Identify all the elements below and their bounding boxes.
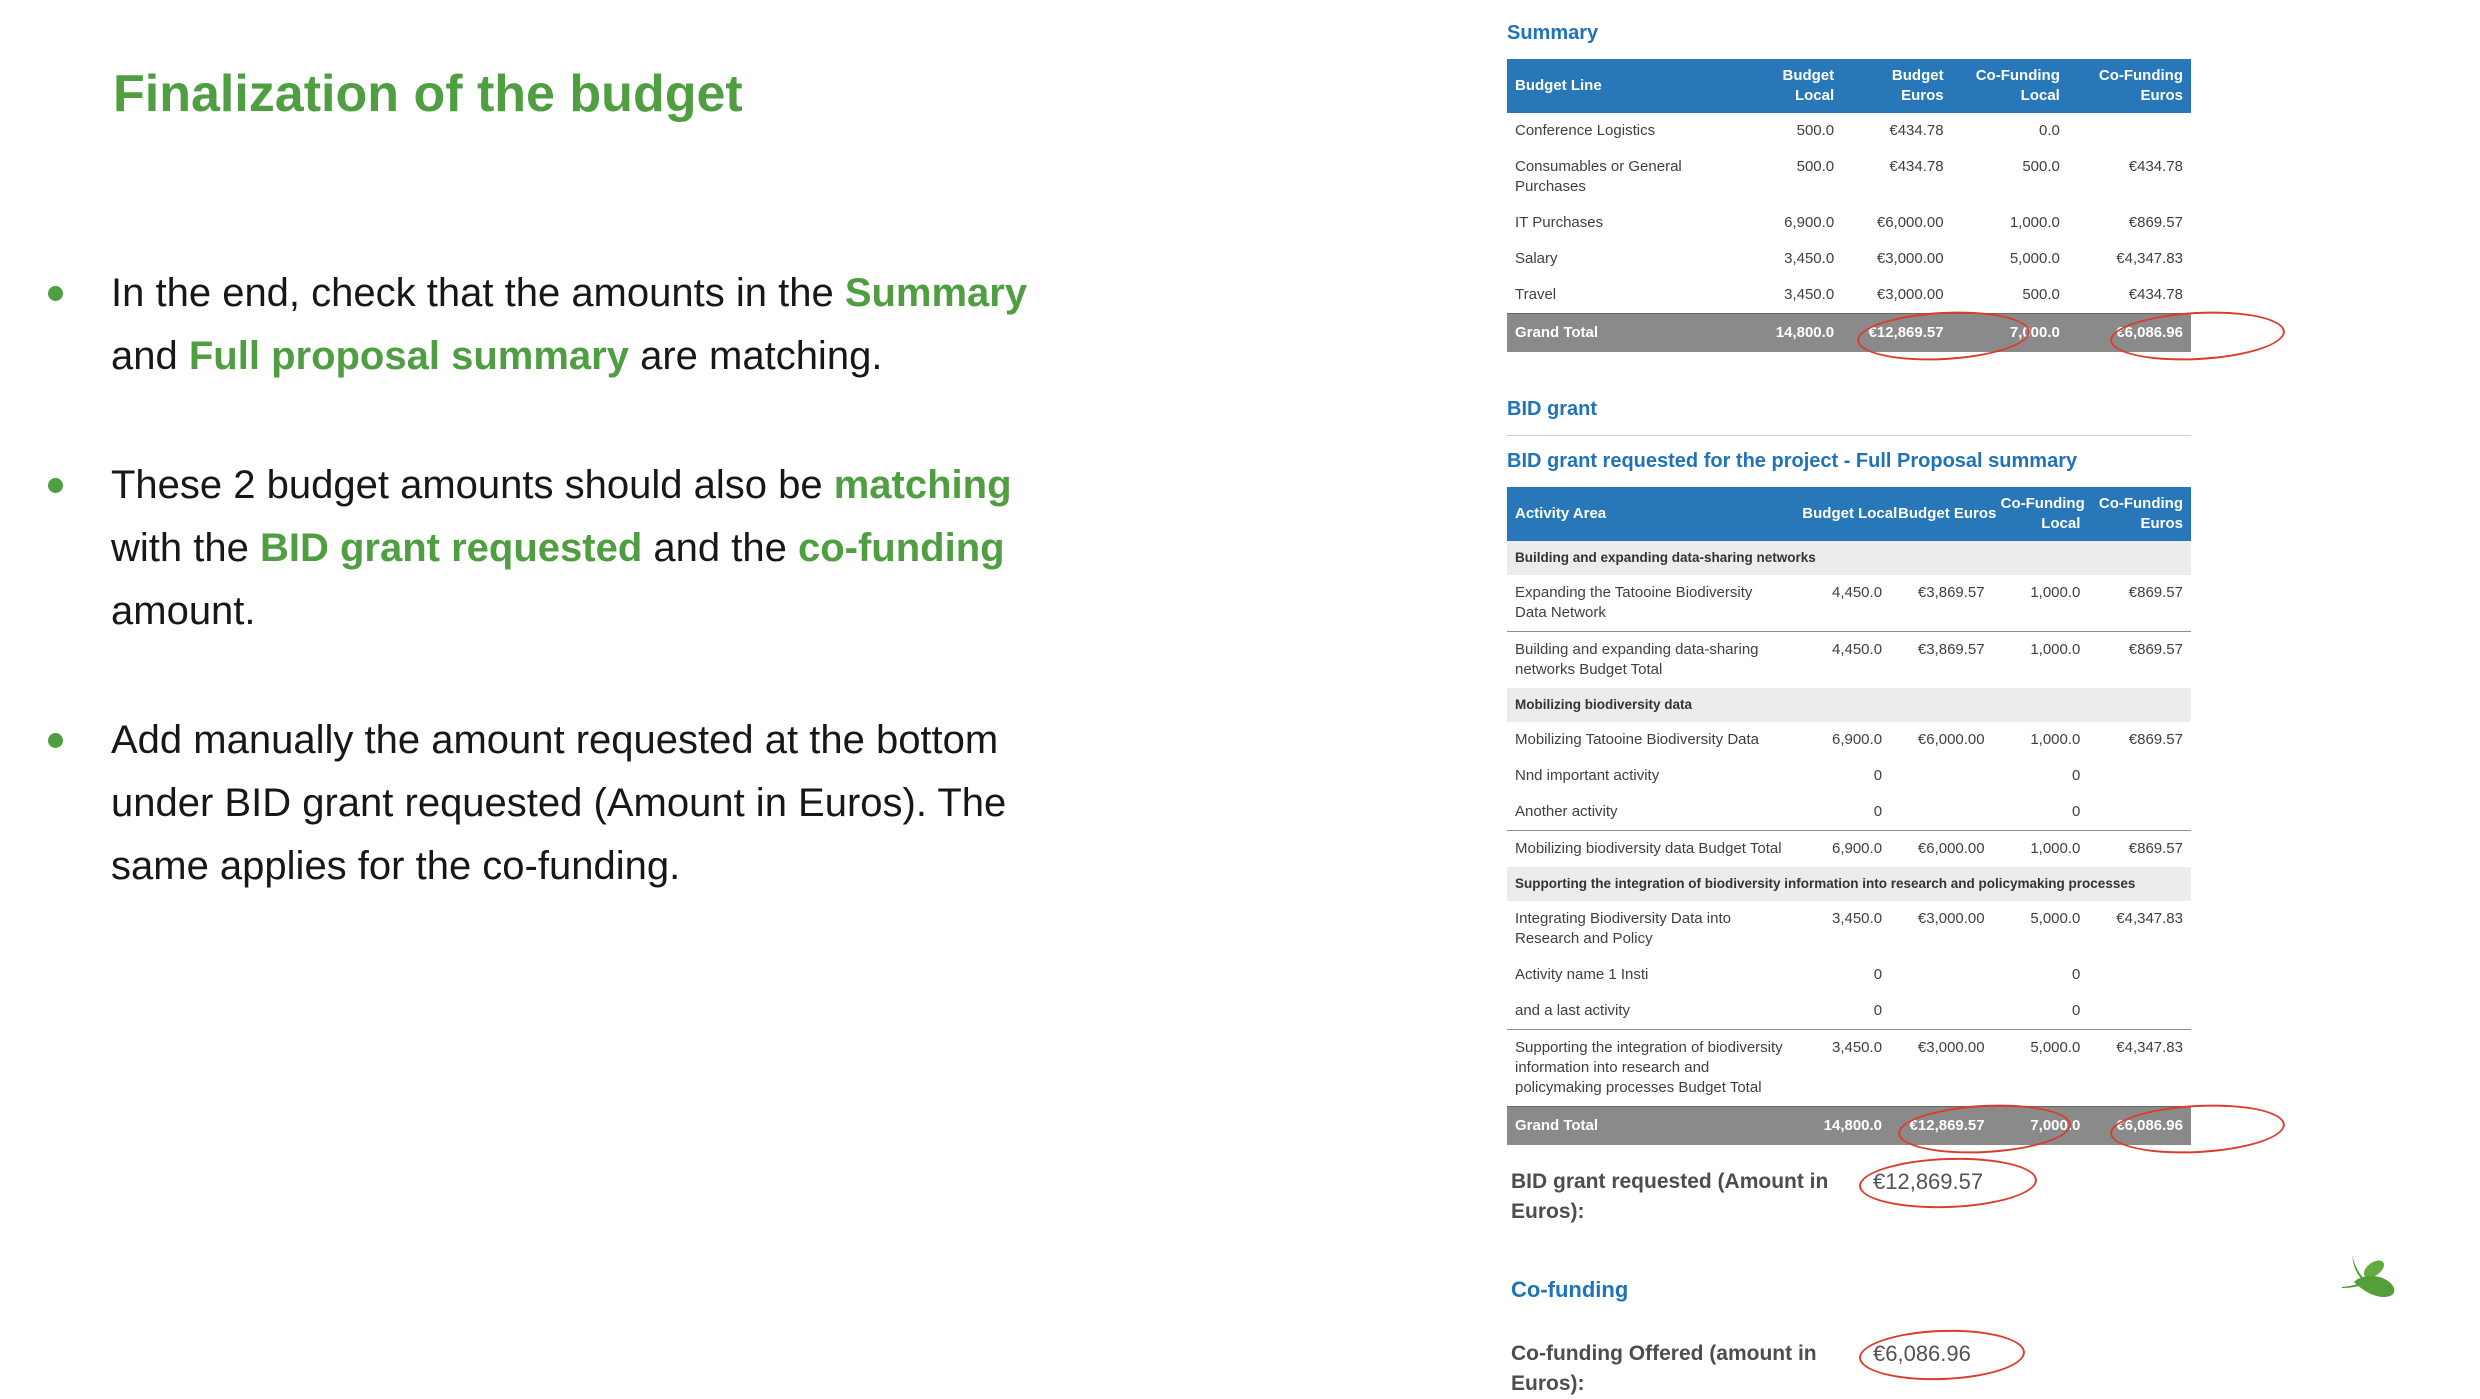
row-label-cell: Activity name 1 Insti [1515, 966, 1649, 983]
plain-text: These 2 budget amounts should also be [111, 463, 834, 507]
highlighted-text: co-funding [797, 526, 1005, 570]
table-row [1507, 722, 2191, 758]
highlighted-text: Summary [844, 271, 1028, 315]
cofunding-offered-label: Co-funding Offered (amount in Euros): [1511, 1342, 1817, 1395]
plain-text: amount. [111, 589, 256, 633]
value-cell: €434.78 [1889, 158, 1944, 175]
table-row [1507, 149, 2191, 205]
bullet-text [111, 454, 1091, 643]
value-cell: €4,347.83 [2088, 1030, 2191, 1107]
value-cell: 3,450.0 [1831, 910, 1883, 927]
value-cell: 6,900.0 [1794, 831, 1890, 868]
bullet-dot-icon [48, 478, 63, 493]
value-cell: 6,900.0 [1784, 214, 1835, 231]
table-row [1507, 794, 2191, 831]
value-cell: 1,000.0 [1993, 831, 2089, 868]
section-row [1507, 688, 2191, 722]
value-cell: €434.78 [2128, 158, 2183, 175]
full-proposal-summary-heading: BID grant requested for the project - Full Proposal summary [1507, 450, 2078, 472]
full-proposal-budget-table [1507, 487, 2191, 1145]
value-cell: 0 [2072, 1002, 2081, 1019]
value-cell: €869.57 [2128, 584, 2183, 601]
section-label: Mobilizing biodiversity data [1507, 688, 2191, 722]
value-cell: 3,450.0 [1784, 250, 1835, 267]
value-cell: 0 [1873, 803, 1883, 820]
circled-amount: €6,086.96 [1873, 1341, 1971, 1366]
value-cell: €6,000.00 [1890, 831, 1993, 868]
table-row [1507, 575, 2191, 632]
column-header: Co-Funding Euros [2068, 59, 2191, 113]
highlighted-text: matching [833, 463, 1012, 507]
budget-total-row [1507, 632, 2191, 689]
value-cell: 14,800.0 [1740, 314, 1843, 353]
value-cell: €869.57 [2088, 632, 2191, 689]
row-label-cell: Nnd important activity [1515, 767, 1660, 784]
column-header: Activity Area [1507, 487, 1794, 541]
value-cell: €869.57 [2088, 831, 2191, 868]
value-cell [2088, 758, 2191, 794]
highlighted-text: BID grant requested [259, 526, 643, 570]
budget-total-row [1507, 831, 2191, 868]
grand-total-row [1507, 314, 2191, 353]
value-cell: €3,000.00 [1876, 286, 1944, 303]
value-cell: €434.78 [1889, 122, 1944, 139]
value-cell: €3,869.57 [1890, 632, 1993, 689]
value-cell [1842, 314, 1951, 353]
value-cell: €3,869.57 [1917, 584, 1985, 601]
value-cell: 500.0 [1796, 158, 1835, 175]
value-cell: €869.57 [2128, 214, 2183, 231]
section-row [1507, 541, 2191, 575]
column-header: Budget Line [1507, 59, 1740, 113]
value-cell: 4,450.0 [1794, 632, 1890, 689]
plain-text: and [111, 334, 189, 378]
row-label-cell: Conference Logistics [1515, 122, 1656, 139]
bullet-dot-icon [48, 286, 63, 301]
value-cell: 1,000.0 [2009, 214, 2060, 231]
row-label-cell: and a last activity [1515, 1002, 1631, 1019]
column-header: Budget Local [1740, 59, 1843, 113]
value-cell: €869.57 [2128, 731, 2183, 748]
table-row [1507, 113, 2191, 149]
organization-logo [2340, 1254, 2400, 1312]
table-row [1507, 241, 2191, 277]
circled-amount: €6,086.96 [2116, 324, 2183, 341]
value-cell: 500.0 [2022, 158, 2060, 175]
value-cell [2068, 113, 2191, 149]
value-cell: 5,000.0 [1993, 1030, 2089, 1107]
value-cell: 0 [1873, 1002, 1883, 1019]
row-label-cell: Building and expanding data-sharing networks Budget Total [1507, 632, 1794, 689]
cofunding-section-heading: Co-funding [1511, 1277, 1629, 1302]
circled-amount: €6,086.96 [2116, 1117, 2183, 1134]
value-cell [2088, 1107, 2191, 1146]
value-cell [2068, 314, 2191, 353]
value-cell: 7,000.0 [1952, 314, 2068, 353]
page-title: Finalization of the budget [113, 65, 743, 123]
value-cell [2088, 993, 2191, 1030]
value-cell: 500.0 [2022, 286, 2060, 303]
value-cell: €4,347.83 [2116, 250, 2183, 267]
value-cell [1890, 758, 1993, 794]
table-row [1507, 277, 2191, 314]
column-header: Budget Local [1794, 487, 1890, 541]
highlighted-text: Full proposal summary [188, 334, 629, 378]
bid-grant-requested-label: BID grant requested (Amount in Euros): [1511, 1170, 1829, 1223]
row-label-cell: Travel [1515, 286, 1557, 303]
section-label: Building and expanding data-sharing networks [1507, 541, 2191, 575]
cofunding-offered-row [1507, 1339, 2191, 1399]
table-row [1507, 901, 2191, 957]
value-cell: 500.0 [1796, 122, 1835, 139]
section-row [1507, 867, 2191, 901]
summary-budget-table [1507, 59, 2191, 352]
value-cell: €6,000.00 [1917, 731, 1985, 748]
value-cell: 0 [1873, 767, 1883, 784]
value-cell: 0 [1873, 966, 1883, 983]
leaf-bird-icon [2340, 1254, 2400, 1312]
value-cell: €4,347.83 [2116, 910, 2183, 927]
value-cell [1890, 957, 1993, 993]
value-cell [2088, 794, 2191, 831]
table-row [1507, 205, 2191, 241]
row-label-cell: Grand Total [1507, 314, 1740, 353]
column-header: Co-Funding Local [1993, 487, 2089, 541]
value-cell: 1,000.0 [2030, 584, 2081, 601]
value-cell: 3,450.0 [1784, 286, 1835, 303]
bullet-dot-icon [48, 733, 63, 748]
value-cell: 0.0 [2039, 122, 2060, 139]
bullet-text [111, 709, 1091, 898]
value-cell: €6,000.00 [1876, 214, 1944, 231]
bid-grant-requested-value [1873, 1167, 1983, 1227]
value-cell: €3,000.00 [1890, 1030, 1993, 1107]
value-cell: 5,000.0 [2009, 250, 2060, 267]
cofunding-offered-value [1873, 1339, 1971, 1399]
summary-section-heading: Summary [1507, 22, 1599, 44]
row-label-cell: Mobilizing Tatooine Biodiversity Data [1515, 731, 1760, 748]
table-row [1507, 957, 2191, 993]
grand-total-row [1507, 1107, 2191, 1146]
value-cell: 4,450.0 [1831, 584, 1883, 601]
value-cell: €3,000.00 [1876, 250, 1944, 267]
bullet-item [48, 709, 1448, 898]
bullet-item [48, 262, 1448, 388]
row-label-cell: Salary [1515, 250, 1558, 267]
circled-amount: €12,869.57 [1909, 1117, 1985, 1134]
value-cell: 0 [2072, 803, 2081, 820]
plain-text: are matching. [628, 334, 883, 378]
value-cell: 0 [2072, 966, 2081, 983]
value-cell [1890, 993, 1993, 1030]
value-cell [1890, 1107, 1993, 1146]
bid-grant-requested-row [1507, 1167, 2191, 1227]
value-cell: 1,000.0 [2030, 731, 2081, 748]
column-header: Co-Funding Euros [2088, 487, 2191, 541]
circled-amount: €12,869.57 [1868, 324, 1944, 341]
table-row [1507, 993, 2191, 1030]
budget-total-row [1507, 1030, 2191, 1107]
header-row [1507, 487, 2191, 541]
budget-form-panel [1507, 14, 2191, 1399]
column-header: Budget Euros [1842, 59, 1951, 113]
row-label-cell: Expanding the Tatooine Biodiversity Data Network [1515, 584, 1753, 621]
row-label-cell: Another activity [1515, 803, 1618, 820]
bid-grant-section-heading: BID grant [1507, 398, 1597, 420]
plain-text: In the end, check that the amounts in the [111, 271, 845, 315]
plain-text: with the [111, 526, 260, 570]
value-cell: 0 [2072, 767, 2081, 784]
header-row [1507, 59, 2191, 113]
row-label-cell: IT Purchases [1515, 214, 1604, 231]
value-cell: 5,000.0 [2030, 910, 2081, 927]
bullet-list [48, 262, 1448, 964]
row-label-cell: Integrating Biodiversity Data into Research and Policy [1515, 910, 1731, 947]
row-label-cell: Supporting the integration of biodiversity information into research and policymaking processes Budget Total [1507, 1030, 1794, 1107]
section-label: Supporting the integration of biodiversity information into research and policymaking processes [1507, 867, 2191, 901]
plain-text: Add manually the amount requested at the bottom under BID grant requested (Amount in Euros). The same applies for the co-funding. [111, 718, 1007, 888]
column-header: Budget Euros [1890, 487, 1993, 541]
section-divider [1507, 435, 2191, 436]
value-cell: 7,000.0 [1993, 1107, 2089, 1146]
value-cell: 14,800.0 [1794, 1107, 1890, 1146]
bullet-text [111, 262, 1091, 388]
table-row [1507, 758, 2191, 794]
value-cell [1890, 794, 1993, 831]
column-header: Co-Funding Local [1952, 59, 2068, 113]
value-cell: 6,900.0 [1831, 731, 1883, 748]
row-label-cell: Mobilizing biodiversity data Budget Total [1507, 831, 1794, 868]
value-cell: €434.78 [2128, 286, 2183, 303]
plain-text: and the [642, 526, 798, 570]
value-cell: €3,000.00 [1917, 910, 1985, 927]
value-cell: 1,000.0 [1993, 632, 2089, 689]
row-label-cell: Consumables or General Purchases [1515, 158, 1682, 195]
bullet-item [48, 454, 1448, 643]
row-label-cell: Grand Total [1507, 1107, 1794, 1146]
circled-amount: €12,869.57 [1873, 1169, 1984, 1194]
value-cell: 3,450.0 [1794, 1030, 1890, 1107]
value-cell [2088, 957, 2191, 993]
